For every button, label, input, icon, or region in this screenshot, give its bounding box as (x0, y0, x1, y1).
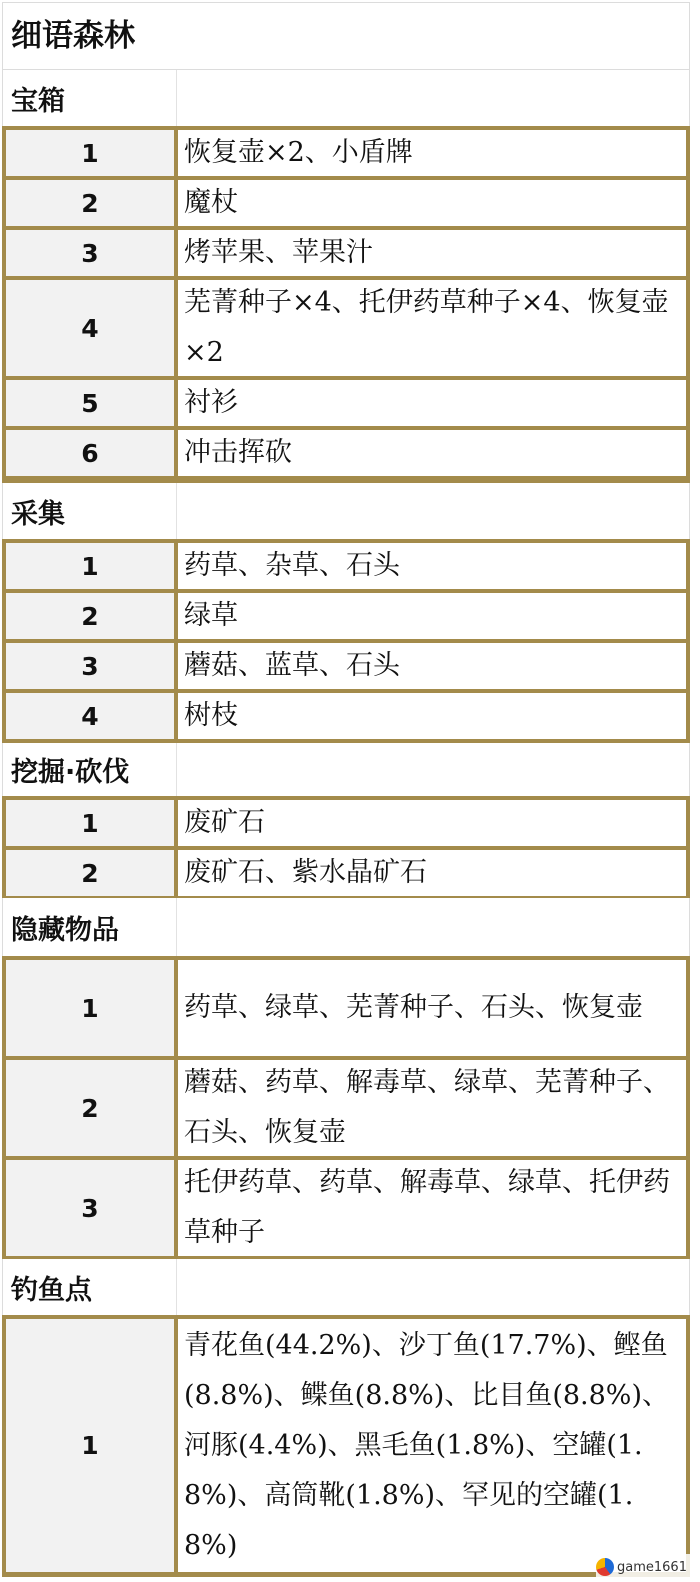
treasure-table (2, 126, 690, 483)
row-value: 药草、杂草、石头 (178, 543, 686, 589)
table-row (6, 593, 686, 639)
row-number: 2 (6, 180, 174, 226)
row-number: 4 (6, 693, 174, 739)
table-row (6, 693, 686, 739)
table-row (6, 180, 686, 226)
row-value: 废矿石 (178, 800, 686, 846)
row-number: 5 (6, 380, 174, 426)
fishing-table (2, 1315, 690, 1577)
row-value: 芜菁种子×4、托伊药草种子×4、恢复壶×2 (178, 280, 686, 376)
table-row (6, 130, 686, 176)
row-number: 2 (6, 593, 174, 639)
section-label: 钓鱼点 (3, 1259, 177, 1315)
row-value: 废矿石、紫水晶矿石 (178, 850, 686, 896)
table-row (6, 1160, 686, 1256)
row-value: 衬衫 (178, 380, 686, 426)
watermark-text: game1661 (617, 1559, 687, 1575)
row-number: 1 (6, 130, 174, 176)
row-value: 烤苹果、苹果汁 (178, 230, 686, 276)
gathering-table (2, 539, 690, 743)
row-number: 2 (6, 1060, 174, 1156)
row-number: 3 (6, 1160, 174, 1256)
page-title: 细语森林 (2, 2, 690, 70)
row-value: 青花鱼(44.2%)、沙丁鱼(17.7%)、鲣鱼(8.8%)、鲽鱼(8.8%)、比目鱼(8.8%)、河豚(4.4%)、黑毛鱼(1.8%)、空罐(1.8%)、高筒靴(1.8%)、罕见的空罐(1.8%) (178, 1319, 686, 1572)
table-row (6, 800, 686, 846)
row-value: 蘑菇、蓝草、石头 (178, 643, 686, 689)
row-number: 6 (6, 430, 174, 476)
section-label: 宝箱 (3, 70, 177, 126)
section-header-treasure (2, 70, 690, 126)
watermark-logo-icon (596, 1558, 614, 1576)
section-header-gathering (2, 483, 690, 539)
table-row (6, 960, 686, 1056)
table-row (6, 1060, 686, 1156)
row-number: 3 (6, 230, 174, 276)
row-value: 冲击挥砍 (178, 430, 686, 476)
row-number: 1 (6, 1319, 174, 1572)
row-number: 1 (6, 543, 174, 589)
mining-table (2, 796, 690, 898)
table-row (6, 280, 686, 376)
section-header-hidden-items (2, 898, 690, 956)
row-value: 绿草 (178, 593, 686, 639)
table-row (6, 543, 686, 589)
row-value: 树枝 (178, 693, 686, 739)
table-row (6, 643, 686, 689)
row-number: 3 (6, 643, 174, 689)
row-number: 4 (6, 280, 174, 376)
row-value: 托伊药草、药草、解毒草、绿草、托伊药草种子 (178, 1160, 686, 1256)
row-number: 2 (6, 850, 174, 896)
table-row (6, 430, 686, 476)
section-label: 隐藏物品 (3, 898, 177, 956)
row-value: 药草、绿草、芜菁种子、石头、恢复壶 (178, 960, 686, 1056)
section-header-mining (2, 743, 690, 796)
section-label: 挖掘·砍伐 (3, 743, 177, 796)
table-row (6, 1319, 686, 1572)
row-number: 1 (6, 800, 174, 846)
section-header-fishing (2, 1259, 690, 1315)
table-row (6, 380, 686, 426)
watermark (596, 1554, 696, 1580)
row-number: 1 (6, 960, 174, 1056)
row-value: 蘑菇、药草、解毒草、绿草、芜菁种子、石头、恢复壶 (178, 1060, 686, 1156)
row-value: 恢复壶×2、小盾牌 (178, 130, 686, 176)
table-row (6, 850, 686, 896)
table-row (6, 230, 686, 276)
row-value: 魔杖 (178, 180, 686, 226)
hidden-items-table (2, 956, 690, 1259)
section-label: 采集 (3, 483, 177, 539)
